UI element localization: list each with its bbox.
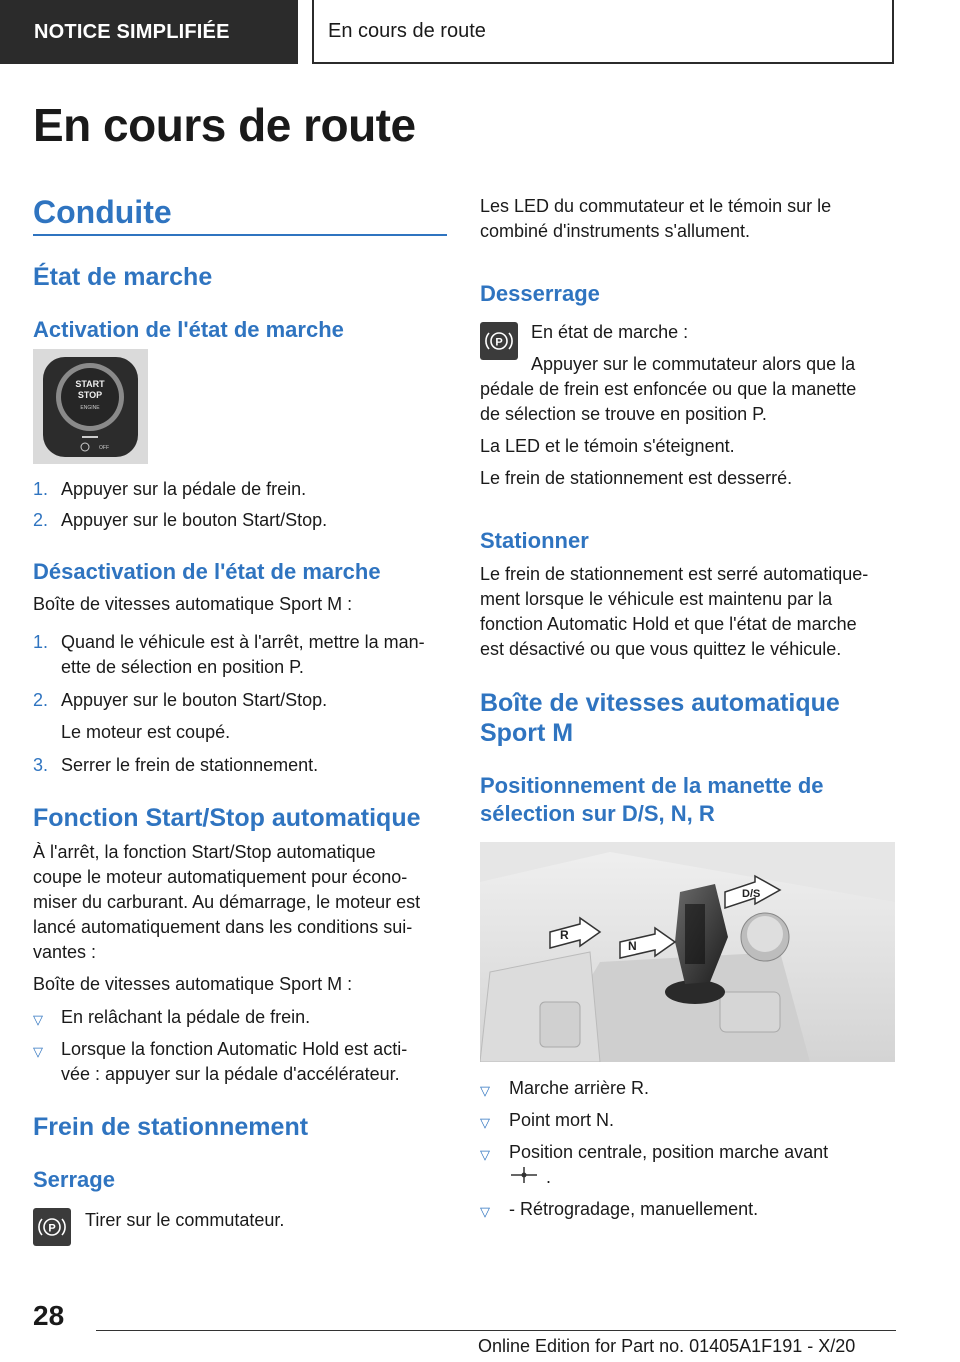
step-text: Appuyer sur le bouton Start/Stop. (61, 690, 328, 710)
paragraph-line: est désactivé ou que vous quittez le véhicule. (480, 639, 842, 659)
gear-label-ds: D/S (742, 888, 761, 900)
heading-etat-marche: État de marche (33, 263, 213, 291)
button-label-start: START (75, 379, 105, 389)
button-label-stop: STOP (77, 390, 103, 400)
step-text: Appuyer sur le bouton Start/Stop. (61, 510, 328, 530)
heading-desactivation: Désactivation de l'état de marche (33, 559, 381, 584)
heading-fonction-start-stop: Fonction Start/Stop automatique (33, 804, 421, 832)
svg-text:P: P (495, 336, 503, 349)
step-text: Quand le véhicule est à l'arrêt, mettre la man- (61, 632, 425, 652)
page-title: En cours de route (33, 99, 416, 151)
bullet-text: Point mort N. (509, 1110, 615, 1130)
step-number: 2. (33, 510, 49, 530)
bullet-triangle-icon: ▽ (33, 1012, 43, 1027)
paragraph-line: ment lorsque le véhicule est maintenu par la (480, 589, 833, 609)
header-chapter-label: En cours de route (312, 0, 894, 64)
gear-label-r: R (560, 928, 569, 942)
paragraph-line: coupe le moteur automatiquement pour écono- (33, 867, 408, 887)
bullet-text: Position centrale, position marche avant (509, 1142, 829, 1162)
step-number: 3. (33, 755, 49, 775)
bullet-triangle-icon: ▽ (480, 1083, 490, 1098)
heading-activation: Activation de l'état de marche (33, 317, 344, 342)
button-label-off: OFF (99, 445, 109, 451)
bullet-triangle-icon: ▽ (480, 1115, 490, 1130)
parking-brake-icon (33, 1208, 71, 1246)
step-text: Serrer le frein de stationnement. (61, 755, 319, 775)
paragraph-line: lancé automatiquement dans les conditions sui- (33, 917, 413, 937)
paragraph-line: En état de marche : (531, 322, 689, 342)
heading-desserrage: Desserrage (480, 281, 600, 306)
heading-boite-vitesses-2: Sport M (480, 719, 574, 747)
gear-selector-image (480, 842, 895, 1062)
start-stop-button-image (33, 349, 148, 464)
desactivation-intro: Boîte de vitesses automatique Sport M : (33, 594, 353, 614)
paragraph-line: fonction Automatic Hold et que l'état de marche (480, 614, 857, 634)
paragraph-line: Les LED du commutateur et le témoin sur le (480, 196, 832, 216)
section-divider (33, 234, 447, 236)
bullet-text: - Rétrogradage, manuellement. (509, 1199, 759, 1219)
paragraph-line: miser du carburant. Au démarrage, le moteur est (33, 892, 421, 912)
header-section-label: NOTICE SIMPLIFIÉE (0, 0, 298, 64)
paragraph-line: Le frein de stationnement est desserré. (480, 468, 793, 488)
paragraph-line: À l'arrêt, la fonction Start/Stop automatique (33, 842, 376, 862)
button-label-engine: ENGINE (80, 405, 100, 411)
parking-brake-icon (480, 322, 518, 360)
heading-stationner: Stationner (480, 528, 589, 553)
step-number: 1. (33, 632, 49, 652)
paragraph-line: pédale de frein est enfoncée ou que la manette (480, 379, 857, 399)
svg-text:P: P (48, 1222, 56, 1235)
bullet-triangle-icon: ▽ (480, 1204, 490, 1219)
paragraph-line: Appuyer sur le commutateur alors que la (531, 354, 856, 374)
gear-label-n: N (628, 939, 637, 953)
bullet-triangle-icon: ▽ (33, 1044, 43, 1059)
drive-forward-icon (509, 1166, 539, 1184)
bullet-triangle-icon: ▽ (480, 1147, 490, 1162)
heading-serrage: Serrage (33, 1167, 115, 1192)
footer-edition: Online Edition for Part no. 01405A1F191 - X/20 (478, 1336, 856, 1356)
paragraph-line: combiné d'instruments s'allument. (480, 221, 750, 241)
heading-positionnement-2: sélection sur D/S, N, R (480, 801, 715, 826)
fonction-intro: Boîte de vitesses automatique Sport M : (33, 974, 353, 994)
bullet-text: Marche arrière R. (509, 1078, 650, 1098)
paragraph-line: La LED et le témoin s'éteignent. (480, 436, 735, 456)
step-number: 2. (33, 690, 49, 710)
bullet-text: Lorsque la fonction Automatic Hold est acti- (61, 1039, 408, 1059)
serrage-text: Tirer sur le commutateur. (85, 1210, 285, 1230)
section-title-conduite: Conduite (33, 194, 172, 230)
footer-divider (96, 1330, 896, 1331)
bullet-text: . (546, 1167, 552, 1187)
step-text: Appuyer sur la pédale de frein. (61, 479, 307, 499)
step-text: ette de sélection en position P. (61, 657, 304, 677)
bullet-text: En relâchant la pédale de frein. (61, 1007, 311, 1027)
paragraph-line: de sélection se trouve en position P. (480, 404, 767, 424)
page-header (0, 0, 960, 66)
step-number: 1. (33, 479, 49, 499)
paragraph-line: Le frein de stationnement est serré automatique- (480, 564, 869, 584)
heading-boite-vitesses: Boîte de vitesses automatique (480, 689, 840, 717)
paragraph-line: vantes : (33, 942, 97, 962)
step-text: Le moteur est coupé. (61, 722, 231, 742)
page-number: 28 (33, 1300, 65, 1331)
bullet-text: vée : appuyer sur la pédale d'accélérateur. (61, 1064, 400, 1084)
heading-frein-stationnement: Frein de stationnement (33, 1113, 309, 1141)
heading-positionnement: Positionnement de la manette de (480, 773, 824, 798)
